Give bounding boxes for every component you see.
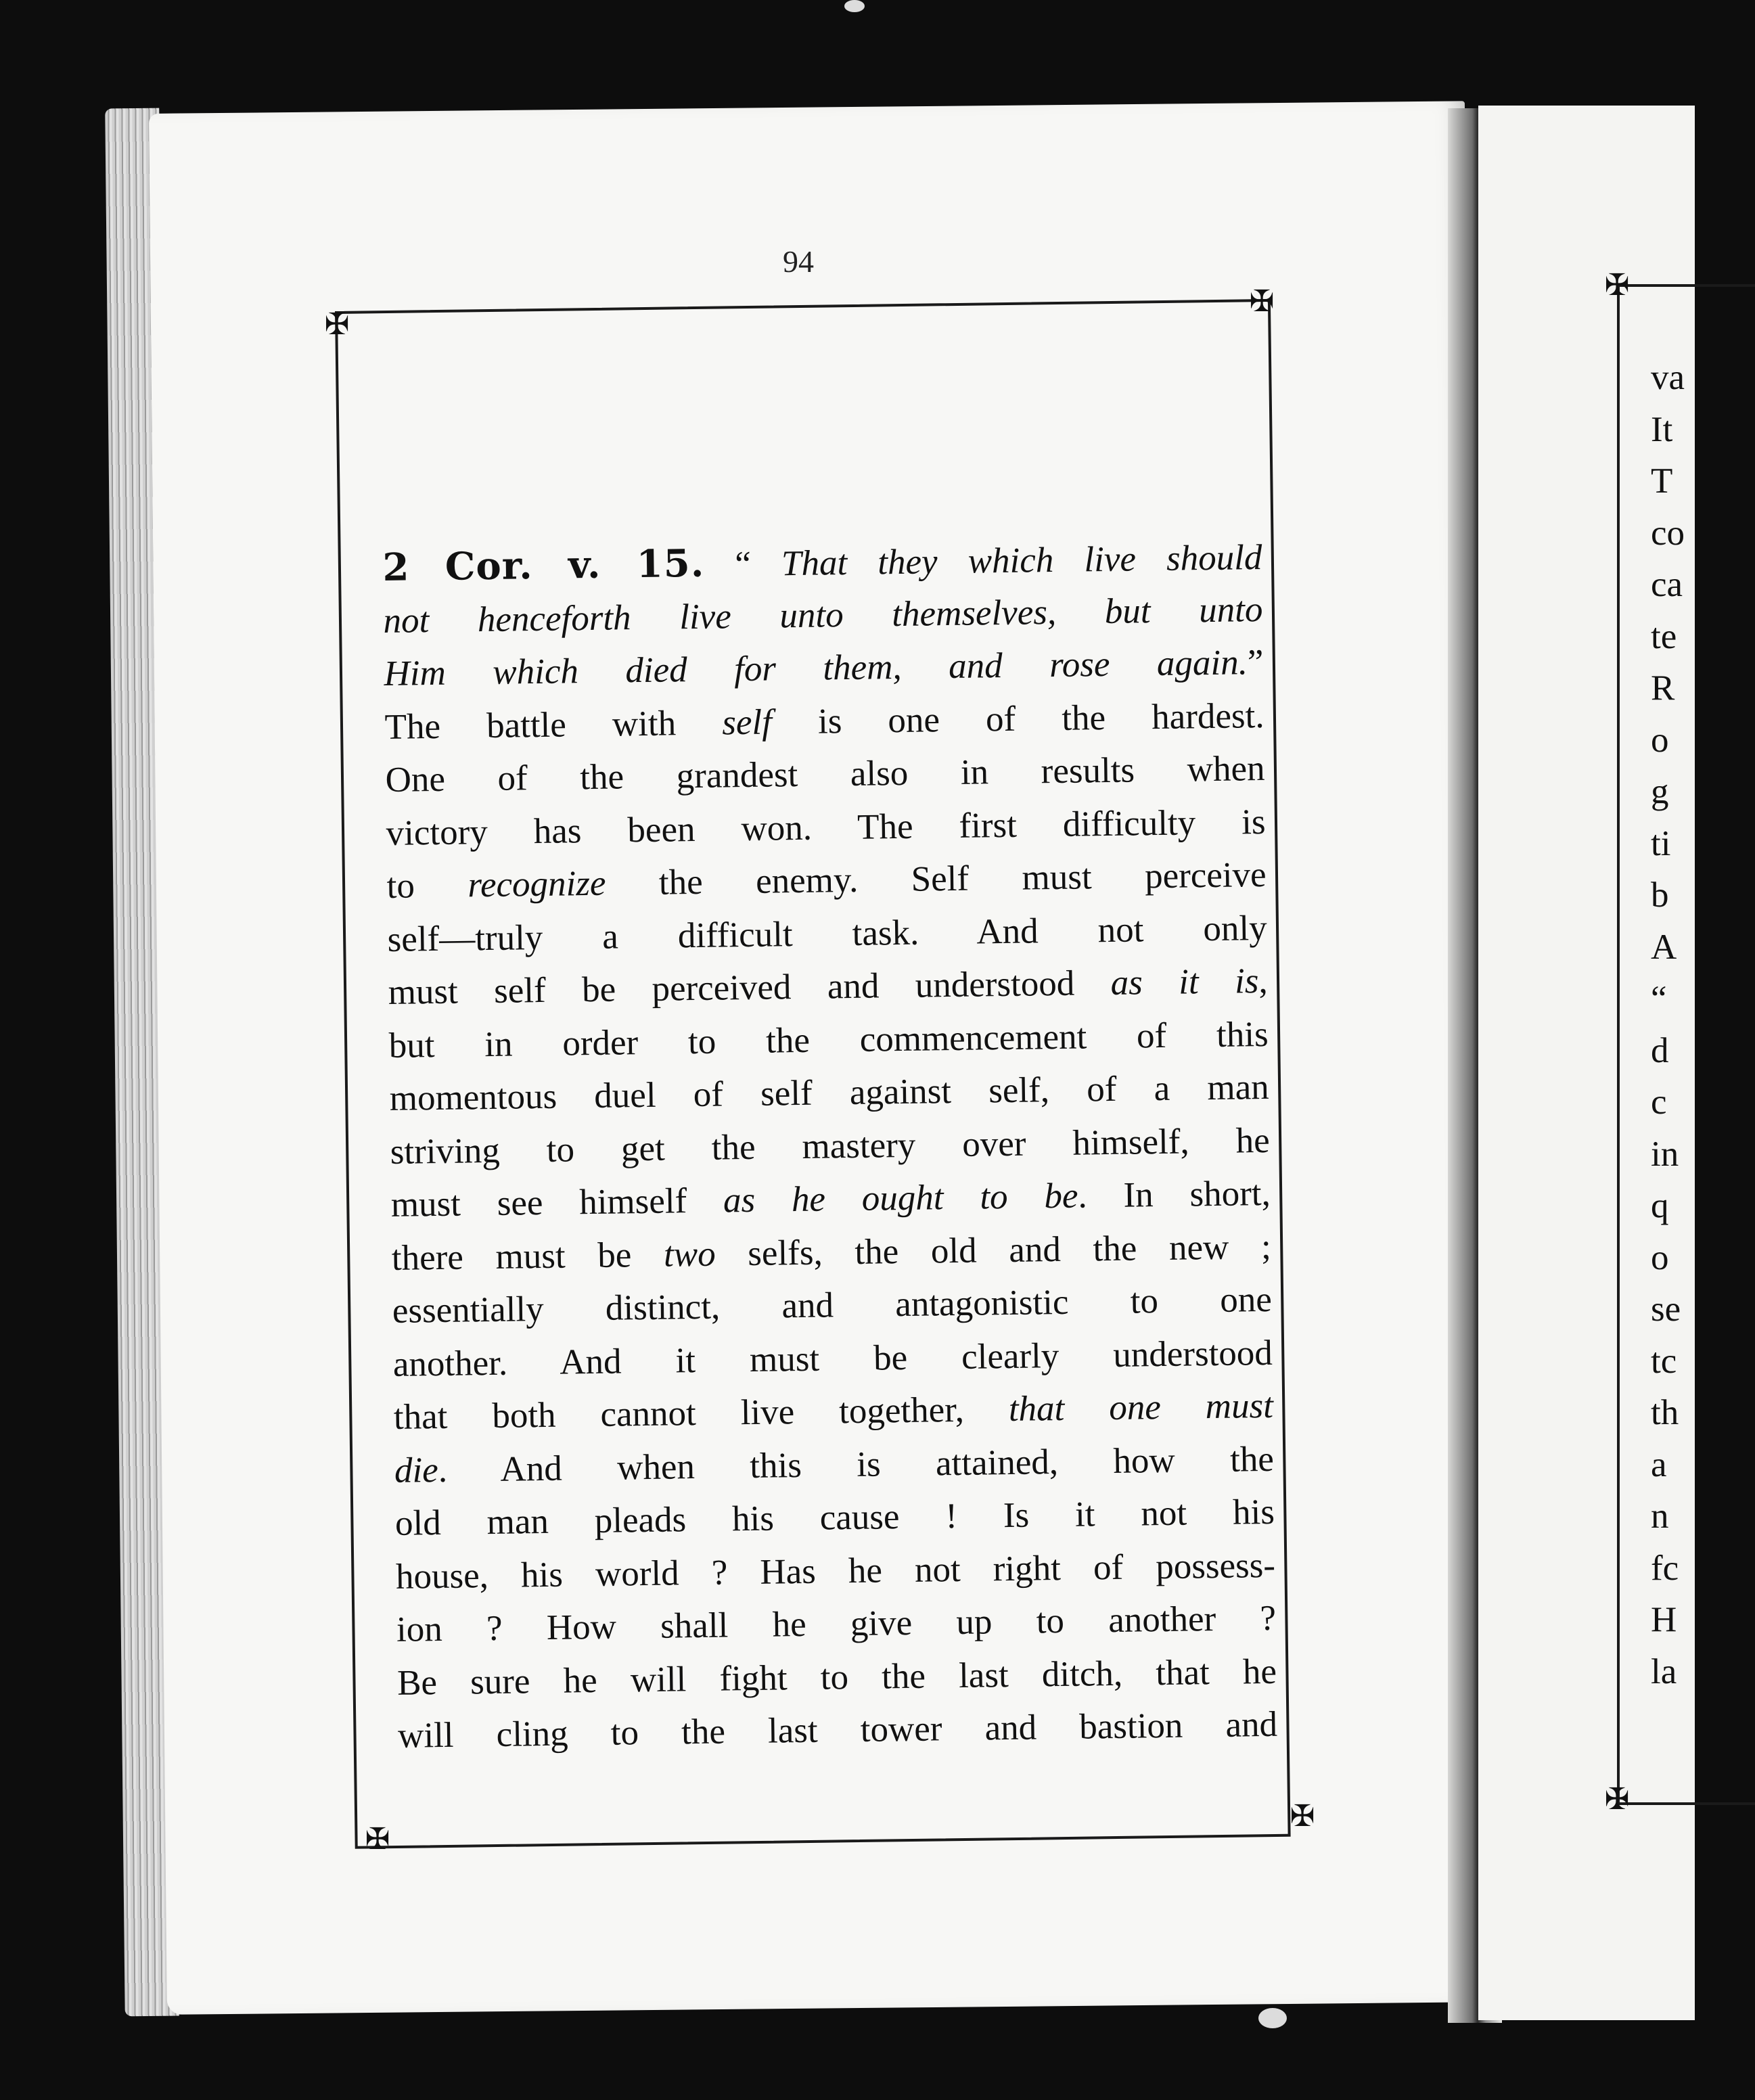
cross-ornament-icon: ✠: [324, 307, 350, 342]
facing-page-fragment: co: [1651, 513, 1685, 553]
text-run: momentous duel of self against self, of a man: [389, 1067, 1270, 1118]
text-run: must see himself: [390, 1181, 724, 1225]
facing-page-fragment: tc: [1651, 1341, 1677, 1381]
facing-page-fragment: te: [1651, 616, 1677, 656]
italic-text: as he ought to be: [723, 1176, 1078, 1220]
text-run: old man pleads his cause ! Is it not his: [394, 1492, 1275, 1543]
text-run: to: [386, 865, 468, 906]
facing-page-fragment: b: [1651, 875, 1669, 915]
facing-page-fragment: It: [1651, 409, 1673, 449]
facing-page-fragment: A: [1651, 927, 1677, 967]
italic-text: as it is: [1110, 961, 1259, 1003]
text-run: One of the grandest also in results when: [385, 748, 1265, 800]
cross-ornament-icon: ✠: [1290, 1799, 1315, 1833]
text-run: striving to get the mastery over himself, he: [390, 1120, 1271, 1172]
facing-page-fragment: va: [1651, 358, 1685, 397]
text-run: essentially distinct, and antagonistic to one: [392, 1279, 1273, 1331]
text-run: that both cannot live together,: [393, 1389, 1009, 1437]
italic-text: Him which died for them, and rose again.: [384, 643, 1248, 693]
scripture-reference: 2 Cor. v. 15.: [382, 541, 705, 590]
italic-text: recognize: [468, 863, 606, 905]
film-speck: [1258, 2008, 1287, 2028]
facing-page-fragment: H: [1651, 1600, 1677, 1639]
facing-page-fragment: q: [1651, 1186, 1669, 1225]
facing-page-fragment: o: [1651, 1237, 1669, 1277]
facing-page-fragment: T: [1651, 461, 1673, 501]
facing-page-fragment: o: [1651, 720, 1669, 760]
facing-page-fragment: c: [1651, 1082, 1667, 1122]
facing-page-fragment: R: [1651, 668, 1675, 708]
text-run: . And when this is attained, how the: [438, 1439, 1275, 1490]
text-run: ion ? How shall he give up to another ?: [396, 1598, 1277, 1649]
text-run: will cling to the last tower and bastion and: [397, 1704, 1278, 1756]
facing-page-fragment: ti: [1651, 823, 1671, 863]
body-text: [382, 530, 1278, 1762]
text-run: “: [704, 544, 782, 585]
facing-page-fragment: se: [1651, 1289, 1681, 1329]
facing-page-fragment: fc: [1651, 1548, 1679, 1588]
italic-text: die: [394, 1450, 439, 1490]
facing-page-fragment: n: [1651, 1497, 1669, 1536]
italic-text: that one must: [1008, 1386, 1274, 1429]
italic-text: two: [663, 1234, 716, 1275]
text-run: the enemy. Self must perceive: [606, 854, 1267, 903]
text-run: house, his world ? Has he not right of possess-: [395, 1545, 1276, 1597]
text-run: another. And it must be clearly understood: [392, 1333, 1273, 1384]
text-run: must self be perceived and understood: [388, 963, 1112, 1012]
text-run: there must be: [391, 1235, 664, 1278]
facing-page-text-fragments: [1651, 352, 1691, 1697]
cross-ornament-icon: ✠: [1249, 284, 1275, 319]
text-run: is one of the hardest.: [771, 695, 1264, 741]
facing-page-fragment: la: [1651, 1651, 1677, 1691]
italic-text: That they which live should: [781, 537, 1262, 584]
text-run: ,: [1258, 961, 1268, 1001]
italic-text: not henceforth live unto themselves, but unto: [383, 589, 1263, 641]
italic-text: self: [721, 702, 773, 742]
facing-page-fragment: g: [1651, 772, 1669, 811]
film-speck: [844, 0, 865, 12]
text-run: ”: [1247, 642, 1264, 683]
cross-ornament-icon: ✠: [1604, 1782, 1630, 1817]
facing-page-fragment: th: [1651, 1393, 1679, 1432]
facing-page-fragment: in: [1651, 1134, 1679, 1174]
text-run: selfs, the old and the new ;: [715, 1227, 1272, 1274]
text-run: self—truly a difficult task. And not only: [387, 908, 1267, 959]
text-run: . In short,: [1078, 1173, 1271, 1216]
facing-page-fragment: ca: [1651, 565, 1683, 604]
text-run: victory has been won. The first difficulty is: [386, 802, 1266, 853]
facing-page-fragment: d: [1651, 1030, 1669, 1070]
text-run: but in order to the commencement of this: [388, 1014, 1269, 1066]
facing-page-fragment: “: [1651, 979, 1667, 1018]
page-number: 94: [783, 244, 814, 279]
facing-page-fragment: a: [1651, 1444, 1667, 1484]
text-run: Be sure he will fight to the last ditch, that he: [396, 1651, 1277, 1703]
text-run: The battle with: [384, 702, 723, 747]
cross-ornament-icon: ✠: [1604, 268, 1630, 302]
cross-ornament-icon: ✠: [365, 1822, 390, 1856]
